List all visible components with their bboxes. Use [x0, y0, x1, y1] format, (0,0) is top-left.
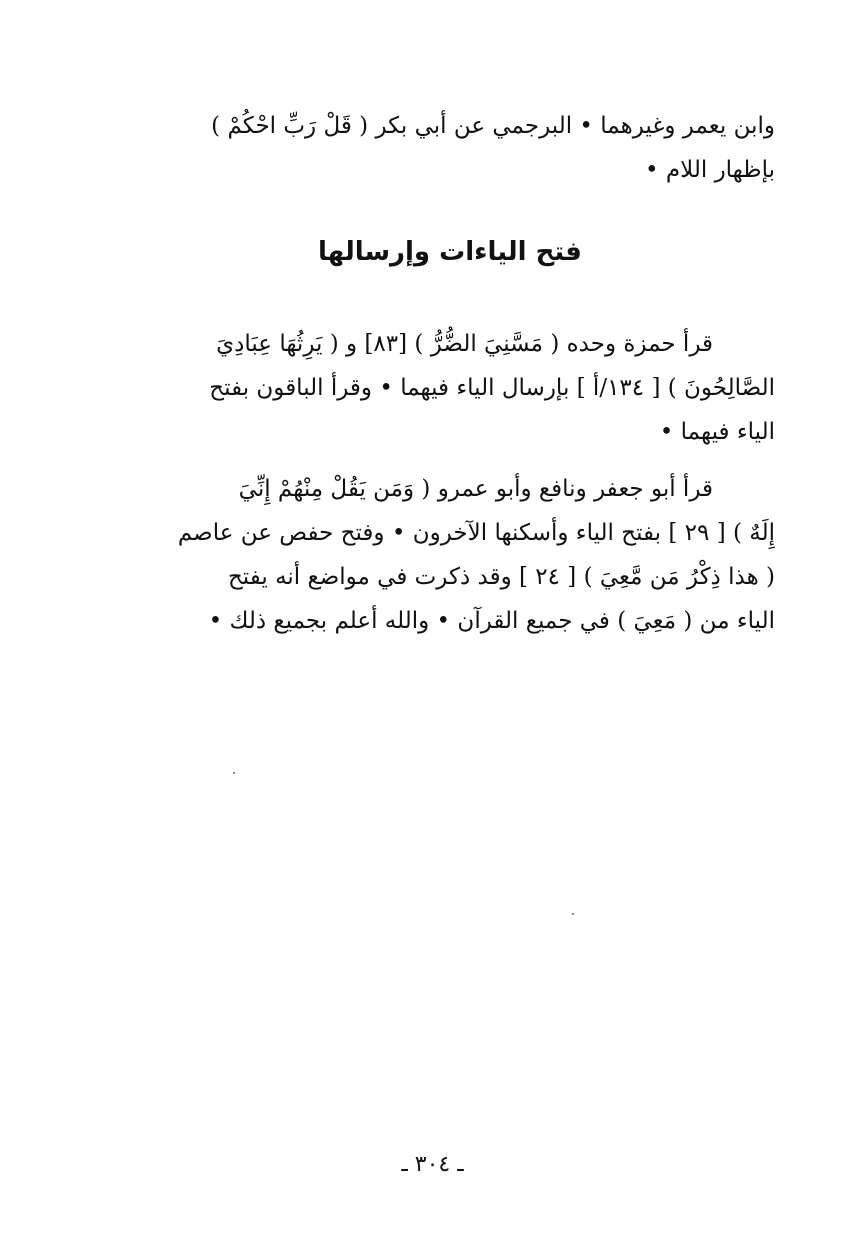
paragraph-1 — [125, 322, 775, 454]
text-line: ( هذا ذِكْرُ مَن مَّعِيَ ) [ ٢٤ ] وقد ذكرت في مواضع أنه يفتح — [227, 564, 775, 590]
text-line: وابن يعمر وغيرهما • البرجمي عن أبي بكر ( قَلْ رَبِّ احْكُمْ ) — [211, 113, 775, 139]
scan-speck — [572, 913, 574, 915]
text-line: الياء من ( مَعِيَ ) في جميع القرآن • والله أعلم بجميع ذلك • — [208, 608, 775, 634]
section-heading: فتح الياءات وإرسالها — [318, 237, 582, 267]
scan-speck — [233, 772, 235, 774]
text-line: إِلَهٌ ) [ ٢٩ ] بفتح الياء وأسكنها الآخرون • وفتح حفص عن عاصم — [177, 520, 775, 546]
text-line: قرأ أبو جعفر ونافع وأبو عمرو ( وَمَن يَقُلْ مِنْهُمْ إِنِّيَ — [238, 476, 713, 502]
text-line: بإظهار اللام • — [645, 157, 775, 183]
text-line: الصَّالِحُونَ ) [ ١٣٤/أ ] بإرسال الياء فيهما • وقرأ الباقون بفتح — [209, 375, 775, 401]
text-line: قرأ حمزة وحده ( مَسَّنِيَ الضُّرُّ ) [٨٣] و ( يَرِثُهَا عِبَادِيَ — [216, 331, 713, 357]
intro-paragraph — [125, 104, 775, 192]
page-number: ـ ٣٠٤ ـ — [401, 1152, 464, 1177]
paragraph-2 — [125, 467, 775, 643]
text-line: الياء فيهما • — [659, 419, 775, 445]
